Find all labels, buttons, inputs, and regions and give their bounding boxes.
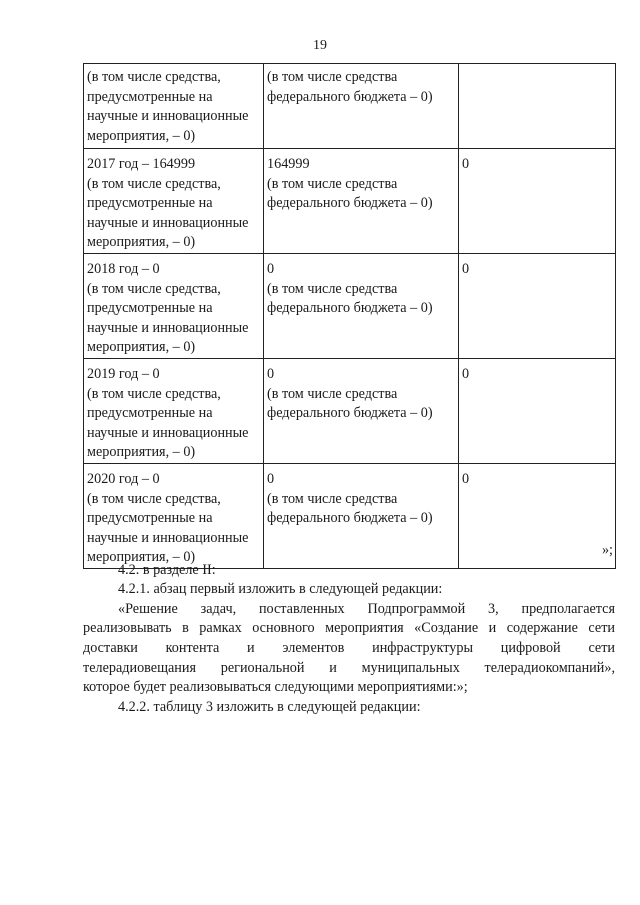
- table-cell-federal: [264, 149, 459, 254]
- cell-line: научные и инновационные: [87, 108, 249, 125]
- table-row: [84, 149, 616, 254]
- quote-line: которое будет реализовываться следующими мероприятиями:»;: [83, 679, 468, 696]
- cell-line: (в том числе средства: [267, 490, 398, 507]
- cell-line: предусмотренные на: [87, 405, 213, 422]
- cell-line: 0: [267, 365, 275, 382]
- cell-line: 0: [462, 365, 470, 382]
- cell-line: федерального бюджета – 0): [267, 510, 433, 527]
- cell-line: предусмотренные на: [87, 195, 213, 212]
- quoted-paragraph: [83, 600, 615, 698]
- cell-line: федерального бюджета – 0): [267, 405, 433, 422]
- cell-line: предусмотренные на: [87, 510, 213, 527]
- cell-line: (в том числе средства,: [87, 69, 221, 85]
- cell-line: 164999: [267, 156, 310, 172]
- table-cell-other: [459, 64, 616, 149]
- table-cell-federal: [264, 64, 459, 149]
- amendment-text: [83, 541, 615, 717]
- cell-line: федерального бюджета – 0): [267, 195, 433, 212]
- cell-line: мероприятия, – 0): [87, 339, 196, 356]
- cell-line: мероприятия, – 0): [87, 127, 196, 144]
- table-cell-total: [84, 149, 264, 254]
- cell-line: 2020 год – 0: [87, 470, 160, 487]
- page-number: 19: [313, 38, 327, 53]
- cell-line: федерального бюджета – 0): [267, 300, 433, 317]
- cell-line: мероприятия, – 0): [87, 234, 196, 251]
- cell-line: 0: [267, 470, 275, 487]
- quote-line: реализовывать в рамках основного мероприятия «Создание и содержание сети: [83, 620, 615, 637]
- table-cell-total: [84, 358, 264, 463]
- cell-line: 2019 год – 0: [87, 365, 160, 382]
- item-4-2-1: 4.2.1. абзац первый изложить в следующей редакции:: [118, 581, 443, 598]
- cell-line: 0: [462, 260, 470, 277]
- cell-line: (в том числе средства,: [87, 385, 221, 402]
- table-row: [84, 64, 616, 149]
- table-cell-federal: [264, 358, 459, 463]
- section-title: 4.2. в разделе II:: [118, 561, 216, 578]
- cell-line: 2018 год – 0: [87, 260, 160, 277]
- cell-line: (в том числе средства,: [87, 490, 221, 507]
- closing-quote: »;: [601, 542, 613, 558]
- cell-line: (в том числе средства: [267, 385, 398, 402]
- table-cell-total: [84, 253, 264, 358]
- table-cell-other: [459, 149, 616, 254]
- funding-table-body: [84, 64, 616, 569]
- cell-line: (в том числе средства: [267, 69, 398, 85]
- cell-line: научные и инновационные: [87, 529, 249, 546]
- cell-line: федерального бюджета – 0): [267, 88, 433, 105]
- cell-line: (в том числе средства,: [87, 280, 221, 297]
- cell-line: научные и инновационные: [87, 214, 249, 231]
- cell-line: мероприятия, – 0): [87, 444, 196, 461]
- cell-line: мероприятия, – 0): [87, 549, 196, 566]
- cell-line: 0: [462, 470, 470, 487]
- cell-line: (в том числе средства: [267, 280, 398, 297]
- cell-line: (в том числе средства,: [87, 175, 221, 192]
- cell-line: 2017 год – 164999: [87, 156, 196, 172]
- cell-line: предусмотренные на: [87, 300, 213, 317]
- cell-line: (в том числе средства: [267, 175, 398, 192]
- cell-line: предусмотренные на: [87, 88, 213, 105]
- cell-line: 0: [462, 156, 470, 172]
- quote-line: телерадиовещания региональной и муниципальных телерадиокомпаний»,: [83, 659, 615, 676]
- table-row: [84, 253, 616, 358]
- quote-line: доставки контента и элементов инфраструктуры цифровой сети: [83, 639, 615, 656]
- table-cell-other: [459, 253, 616, 358]
- table-cell-federal: [264, 253, 459, 358]
- cell-line: научные и инновационные: [87, 319, 249, 336]
- funding-table: [83, 63, 616, 569]
- table-cell-other: [459, 358, 616, 463]
- item-4-2-2: 4.2.2. таблицу 3 изложить в следующей редакции:: [118, 698, 421, 715]
- cell-line: научные и инновационные: [87, 424, 249, 441]
- table-cell-total: [84, 64, 264, 149]
- cell-line: 0: [267, 260, 275, 277]
- table-row: [84, 358, 616, 463]
- quote-line: «Решение задач, поставленных Подпрограммой 3, предполагается: [118, 600, 615, 617]
